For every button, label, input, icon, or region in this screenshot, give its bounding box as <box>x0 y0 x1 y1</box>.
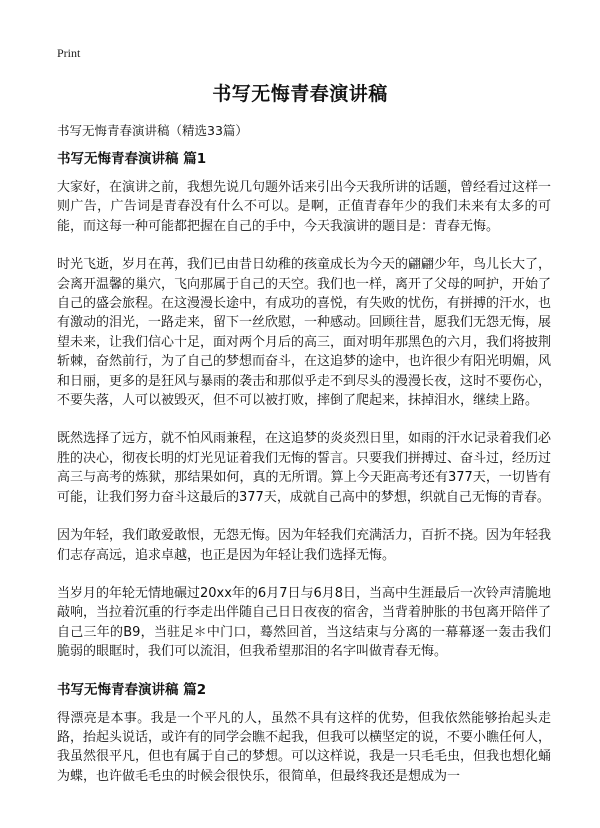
document-title: 书写无悔青春演讲稿 <box>212 83 388 105</box>
section-2 <box>57 681 551 787</box>
section-1 <box>57 150 551 662</box>
paragraph: 时光飞逝，岁月在苒，我们已由昔日幼稚的孩童成长为今天的翩翩少年，鸟儿长大了，会离开温馨的巢穴，飞向那属于自己的天空。我们也一样，离开了父母的呵护，开始了自己的盛会旅程。在这漫漫长途中，有成功的喜悦，有失败的忧伤，有拼搏的汗水，也有激动的泪光，一路走来，留下一丝欣慰，一种感动。回顾往昔，愿我们无怨无悔，展望未来，让我们信心十足，面对两个月后的高三，面对明年那黑色的六月，我们将披荆斩棘，奋然前行，为了自己的梦想而奋斗，在这追梦的途中，也许很少有阳光明媚，风和日丽，更多的是狂风与暴雨的袭击和那似乎走不到尽头的漫漫长夜，这时不要伤心，不要失落，人可以被毁灭，但不可以被打败，摔倒了爬起来，抹掉泪水，继续上路。 <box>57 257 552 409</box>
paragraph: 因为年轻，我们敢爱敢恨，无怨无悔。因为年轻我们充满活力，百折不挠。因为年轻我们志存高远，追求卓越，也正是因为年轻让我们选择无悔。 <box>57 528 552 563</box>
document-subtitle: 书写无悔青春演讲稿（精选33篇） <box>57 123 248 138</box>
article-body <box>57 150 551 805</box>
print-link[interactable]: Print <box>57 46 81 60</box>
section-heading: 书写无悔青春演讲稿 篇2 <box>57 681 207 698</box>
section-heading: 书写无悔青春演讲稿 篇1 <box>57 151 207 167</box>
paragraph: 得漂亮是本事。我是一个平凡的人，虽然不具有这样的优势，但我依然能够抬起头走路，抬起头说话，或许有的同学会瞧不起我，但我可以横坚定的说，不要小瞧任何人，我虽然很平凡，但也有属于自己的梦想。可以这样说，我是一只毛毛虫，但我也想化蛹为蝶，也许做毛毛虫的时候会很快乐，很简单，但最终我还是想成为一 <box>57 710 552 784</box>
paragraph: 大家好，在演讲之前，我想先说几句题外话来引出今天我所讲的话题，曾经看过这样一则广告，广告词是青春没有什么不可以。是啊，正值青春年少的我们未来有太多的可能，而这每一种可能都把握在自己的手中，今天我演讲的题目是：青春无悔。 <box>57 180 552 234</box>
paragraph: 当岁月的年轮无情地碾过20xx年的6月7日与6月8日，当高中生涯最后一次铃声清脆地敲响，当拉着沉重的行李走出伴随自己日日夜夜的宿舍，当背着肿胀的书包离开陪伴了自己三年的B9，当驻足＊中门口，蓦然回首，当这结束与分离的一幕幕逐一轰击我们脆弱的眼眶时，我们可以流泪，但我希望那泪的名字叫做青春无悔。 <box>57 585 552 660</box>
paragraph: 既然选择了远方，就不怕风雨兼程，在这追梦的炎炎烈日里，如雨的汗水记录着我们必胜的决心，彻夜长明的灯光见证着我们无悔的誓言。只要我们拼搏过、奋斗过，经历过高三与高考的炼狱，那结果如何，真的无所谓。算上今天距高考还有377天，一切皆有可能，让我们努力奋斗这最后的377天，成就自己高中的梦想，织就自己无悔的青春。 <box>57 431 552 505</box>
